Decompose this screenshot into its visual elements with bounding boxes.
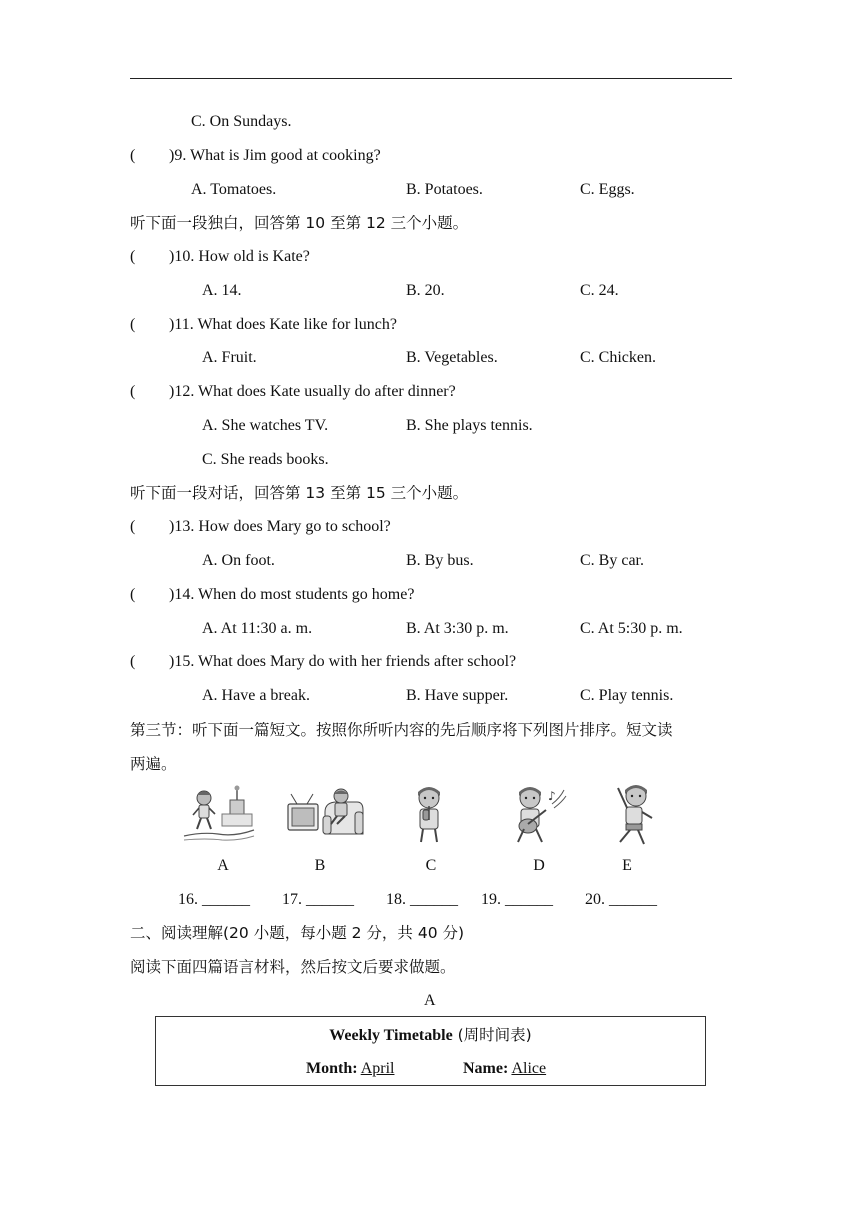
- month-value: April: [360, 1060, 395, 1077]
- timetable-title-cn: (周时间表): [452, 1026, 532, 1044]
- q13-option-a: A. On foot.: [202, 552, 275, 569]
- q13-stem: )13. How does Mary go to school?: [169, 518, 391, 535]
- q10-stem: )10. How old is Kate?: [169, 248, 310, 265]
- answer-blank-19[interactable]: 19. ______: [481, 891, 553, 908]
- girl-walking-icon: [182, 784, 256, 844]
- answer-blank-20[interactable]: 20. ______: [585, 891, 657, 908]
- q13-option-c: C. By car.: [580, 552, 644, 569]
- q12-option-b: B. She plays tennis.: [406, 417, 533, 434]
- timetable-title-en: Weekly Timetable: [329, 1027, 453, 1044]
- q9-option-c: C. Eggs.: [580, 181, 635, 198]
- answer-blank-18[interactable]: 18. ______: [386, 891, 458, 908]
- q9-answer-paren[interactable]: (: [130, 147, 136, 164]
- q11-stem: )11. What does Kate like for lunch?: [169, 316, 397, 333]
- header-rule: [130, 78, 732, 79]
- name-label: Name:: [463, 1060, 509, 1077]
- month-label: Month:: [306, 1060, 358, 1077]
- q11-answer-paren[interactable]: (: [130, 316, 136, 333]
- timetable-box: [155, 1016, 706, 1086]
- q15-option-a: A. Have a break.: [202, 687, 310, 704]
- q15-option-b: B. Have supper.: [406, 687, 509, 704]
- q11-option-c: C. Chicken.: [580, 349, 656, 366]
- section3-line2: 两遍。: [130, 755, 177, 773]
- instruction-10-12: 听下面一段独白，回答第 10 至第 12 三个小题。: [130, 214, 469, 232]
- q13-answer-paren[interactable]: (: [130, 518, 136, 535]
- answer-blank-16[interactable]: 16. ______: [178, 891, 250, 908]
- part2-instruction: 阅读下面四篇语言材料，然后按文后要求做题。: [130, 958, 456, 976]
- q12-option-c: C. She reads books.: [202, 451, 329, 468]
- q14-stem: )14. When do most students go home?: [169, 586, 415, 603]
- instruction-13-15: 听下面一段对话，回答第 13 至第 15 三个小题。: [130, 484, 469, 502]
- boy-playing-guitar-icon: [506, 784, 568, 844]
- q11-option-a: A. Fruit.: [202, 349, 257, 366]
- svg-text:♪: ♪: [548, 789, 556, 803]
- month-row: [306, 1059, 394, 1079]
- q14-option-a: A. At 11:30 a. m.: [202, 620, 313, 637]
- section3-line1: 第三节：听下面一篇短文。按照你所听内容的先后顺序将下列图片排序。短文读: [130, 721, 673, 739]
- q14-option-c: C. At 5:30 p. m.: [580, 620, 683, 637]
- name-row: [463, 1059, 546, 1079]
- picture-label-c: C: [425, 857, 437, 874]
- q10-answer-paren[interactable]: (: [130, 248, 136, 265]
- answer-blank-17[interactable]: 17. ______: [282, 891, 354, 908]
- q14-option-b: B. At 3:30 p. m.: [406, 620, 509, 637]
- boy-watching-tv-icon: [285, 786, 365, 840]
- q10-option-b: B. 20.: [406, 282, 445, 299]
- name-value: Alice: [511, 1060, 547, 1077]
- q15-answer-paren[interactable]: (: [130, 653, 136, 670]
- q9-stem: )9. What is Jim good at cooking?: [169, 147, 381, 164]
- girl-eating-icon: [405, 784, 453, 844]
- q12-stem: )12. What does Kate usually do after dinner?: [169, 383, 456, 400]
- picture-label-b: B: [314, 857, 326, 874]
- timetable-title: [156, 1025, 705, 1046]
- q9-option-a: A. Tomatoes.: [191, 181, 277, 198]
- q13-option-b: B. By bus.: [406, 552, 474, 569]
- girl-exercising-icon: [606, 782, 658, 846]
- picture-label-d: D: [533, 857, 545, 874]
- picture-label-e: E: [622, 857, 632, 874]
- picture-label-a: A: [217, 857, 229, 874]
- q12-option-a: A. She watches TV.: [202, 417, 329, 434]
- q15-stem: )15. What does Mary do with her friends after school?: [169, 653, 517, 670]
- q14-answer-paren[interactable]: (: [130, 586, 136, 603]
- q8-option-c: C. On Sundays.: [191, 113, 292, 130]
- q9-option-b: B. Potatoes.: [406, 181, 483, 198]
- q11-option-b: B. Vegetables.: [406, 349, 498, 366]
- q10-option-a: A. 14.: [202, 282, 242, 299]
- q10-option-c: C. 24.: [580, 282, 619, 299]
- q12-answer-paren[interactable]: (: [130, 383, 136, 400]
- passage-label: A: [424, 992, 436, 1009]
- part2-heading: 二、阅读理解(20 小题，每小题 2 分，共 40 分): [130, 924, 465, 942]
- q15-option-c: C. Play tennis.: [580, 687, 674, 704]
